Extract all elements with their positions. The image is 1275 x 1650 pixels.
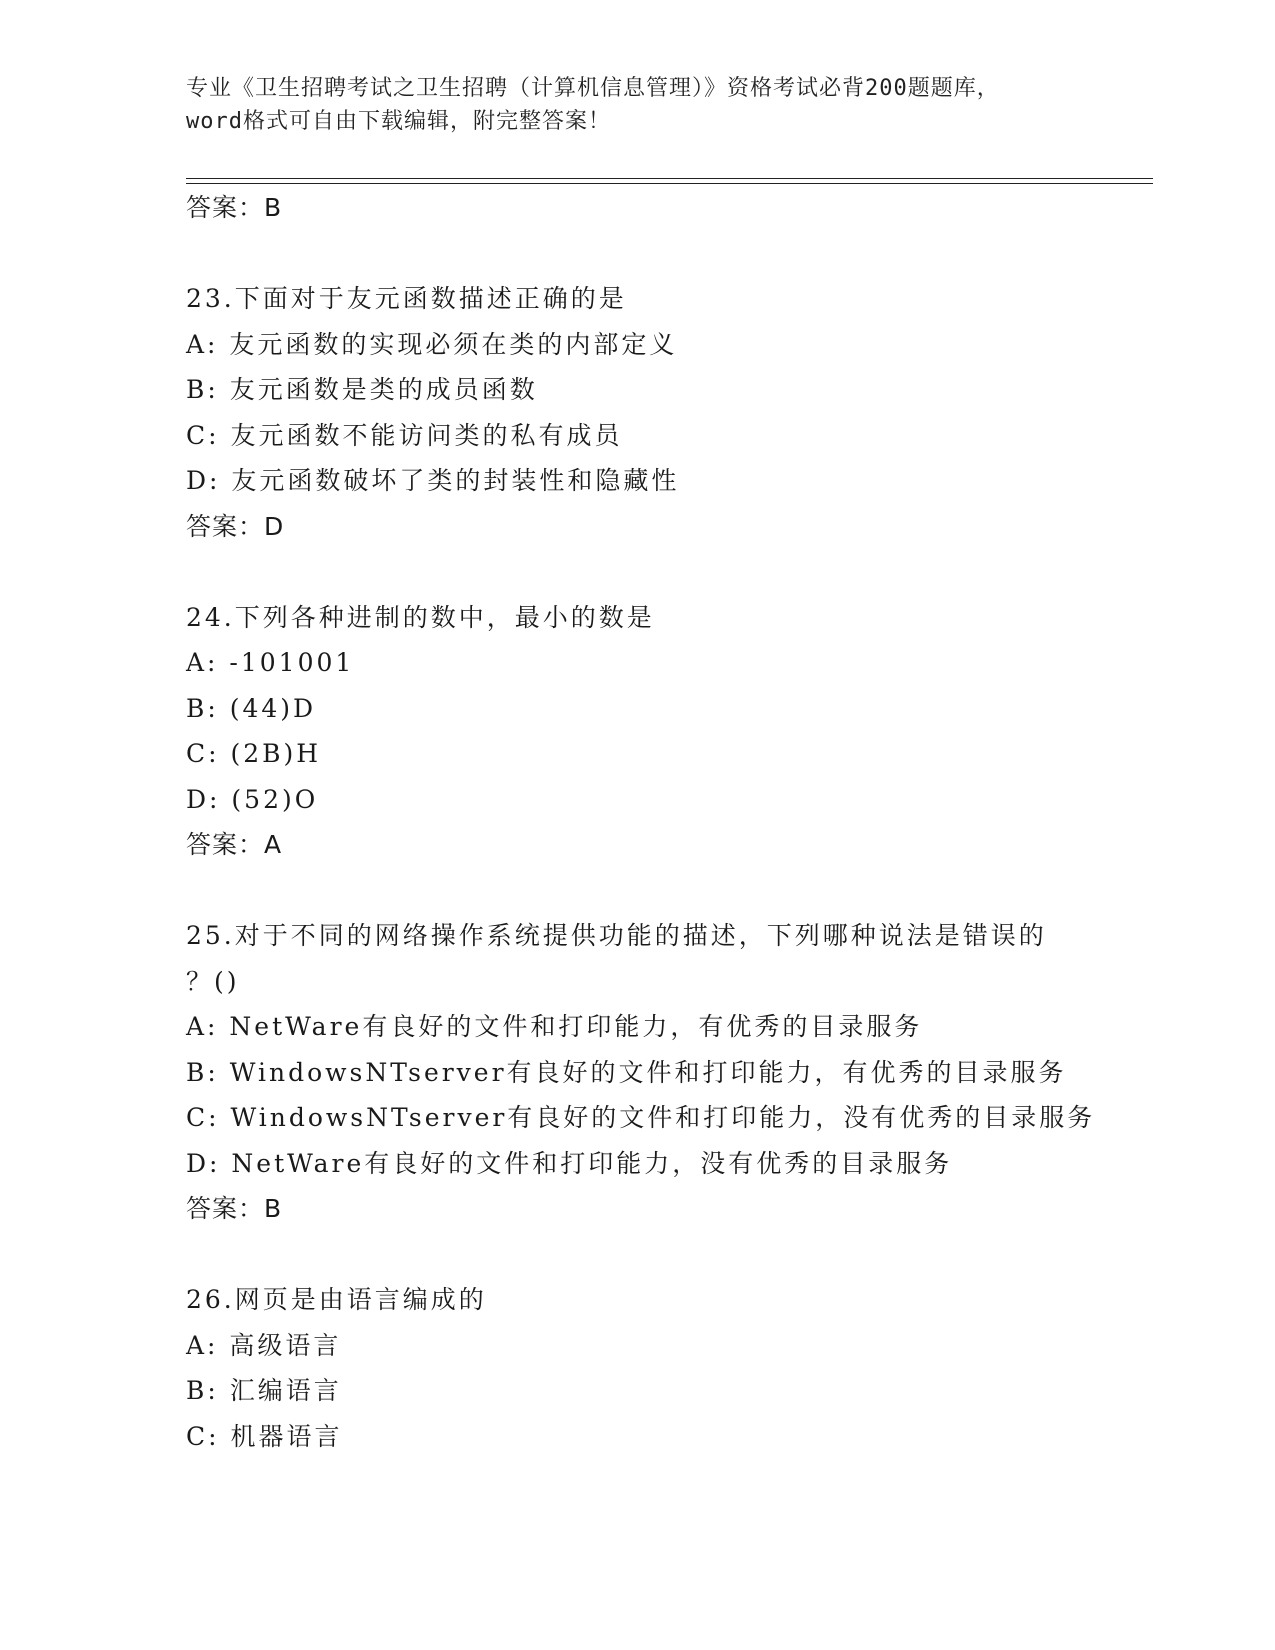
- option-line: C: 机器语言: [186, 1421, 343, 1451]
- answer-line: 答案：D: [186, 511, 285, 541]
- answer-line: 答案：B: [186, 193, 283, 222]
- question-title-continued: ？(): [186, 966, 240, 996]
- option-line: B: (44)D: [186, 693, 317, 723]
- spacer: [186, 231, 1153, 277]
- question-title: 23.下面对于友元函数描述正确的是: [186, 284, 627, 313]
- question-block: [186, 276, 1153, 549]
- option-line: D: 友元函数破坏了类的封装性和隐藏性: [186, 466, 680, 495]
- question-block: [186, 595, 1153, 868]
- header-line-2: word格式可自由下载编辑，附完整答案！: [186, 109, 611, 134]
- option-line: D: (52)O: [186, 784, 319, 814]
- question-title: 26.网页是由语言编成的: [186, 1285, 487, 1314]
- header-divider-top: [186, 178, 1153, 179]
- answer-line: 答案：A: [186, 830, 283, 859]
- option-line: C: 友元函数不能访问类的私有成员: [186, 420, 623, 450]
- option-line: B: 汇编语言: [186, 1376, 342, 1405]
- option-line: C: WindowsNTserver有良好的文件和打印能力，没有优秀的目录服务: [186, 1103, 1096, 1132]
- option-line: A: NetWare有良好的文件和打印能力，有优秀的目录服务: [186, 1012, 923, 1041]
- option-line: D: NetWare有良好的文件和打印能力，没有优秀的目录服务: [186, 1148, 953, 1178]
- option-line: B: WindowsNTserver有良好的文件和打印能力，有优秀的目录服务: [186, 1057, 1067, 1087]
- header-line-1: 专业《卫生招聘考试之卫生招聘（计算机信息管理）》资格考试必背200题题库，: [186, 76, 1000, 101]
- question-block: [186, 1277, 1153, 1459]
- spacer: [186, 868, 1153, 914]
- option-line: C: (2B)H: [186, 739, 322, 768]
- answer-line: 答案：B: [186, 1194, 283, 1223]
- option-line: B: 友元函数是类的成员函数: [186, 375, 538, 404]
- question-list: [186, 185, 1153, 1459]
- option-line: A: -101001: [186, 648, 355, 677]
- document-header: [186, 72, 1086, 138]
- question-title: 24.下列各种进制的数中，最小的数是: [186, 602, 655, 632]
- option-line: A: 高级语言: [186, 1330, 342, 1360]
- question-title: 25.对于不同的网络操作系统提供功能的描述，下列哪种说法是错误的: [186, 921, 1047, 950]
- spacer: [186, 549, 1153, 595]
- header-divider-bottom: [186, 183, 1153, 184]
- spacer: [186, 1232, 1153, 1278]
- question-block: [186, 913, 1153, 1232]
- option-line: A: 友元函数的实现必须在类的内部定义: [186, 329, 678, 359]
